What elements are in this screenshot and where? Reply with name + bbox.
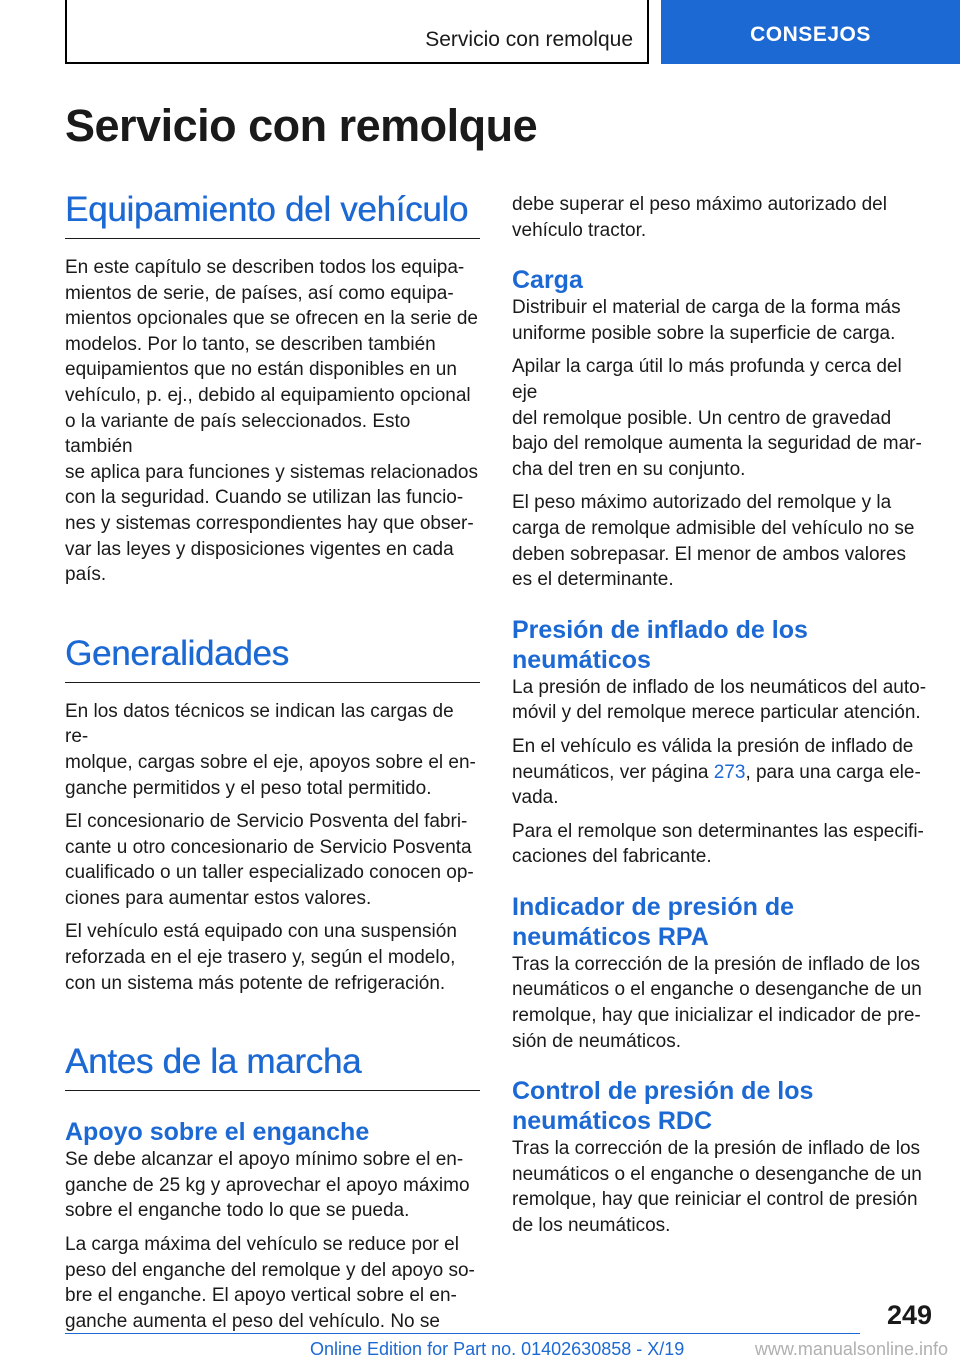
paragraph-rdc: Tras la corrección de la presión de inflado de los neumáticos o el enganche o desenganche de un remolque, hay que reiniciar el control de presión de los neumáticos. <box>512 1138 922 1237</box>
right-column <box>512 192 932 1247</box>
heading-antes-de-la-marcha: Antes de la marcha <box>65 1042 480 1091</box>
paragraph-apoyo-2-continued: debe superar el peso máximo autorizado del vehículo tractor. <box>512 194 887 241</box>
paragraph-presion-3: Para el remolque son determinantes las especifi- caciones del fabricante. <box>512 820 924 868</box>
heading-presion-inflado: Presión de inflado de los neumáticos <box>512 615 808 674</box>
page-273-link[interactable]: 273 <box>713 761 746 783</box>
paragraph-equipamiento: En este capítulo se describen todos los equipa- mientos de serie, de países, así como equipa- mientos opcionales que se ofrecen en la serie de modelos. Por lo tanto, se describen también equipamientos que no están disponibles en un vehículo, p. ej., debido al equipamiento opcional o la variante de país seleccionados. Esto también se aplica para funciones y sistemas relacionados con la seguridad. Cuando se utilizan las funcio- nes y sistemas correspondientes hay que obser- var las leyes y disposiciones vigentes en cada país. <box>65 257 478 586</box>
watermark: www.manualsonline.info <box>754 1339 948 1359</box>
paragraph-generalidades-1: En los datos técnicos se indican las cargas de re- molque, cargas sobre el eje, apoyos sobre el en- ganche permitidos y el peso total permitido. <box>65 700 476 799</box>
paragraph-generalidades-3: El vehículo está equipado con una suspensión reforzada en el eje trasero y, según el modelo, con un sistema más potente de refrigeración. <box>65 921 457 994</box>
paragraph-carga-1: Distribuir el material de carga de la forma más uniforme posible sobre la superficie de carga. <box>512 297 901 344</box>
paragraph-carga-2: Apilar la carga útil lo más profunda y cerca del eje del remolque posible. Un centro de gravedad bajo del remolque aumenta la seguridad de mar- cha del tren en su conjunto. <box>512 356 922 480</box>
paragraph-apoyo-1: Se debe alcanzar el apoyo mínimo sobre el en- ganche de 25 kg y aprovechar el apoyo máximo sobre el enganche todo lo que se pueda. <box>65 1149 470 1222</box>
paragraph-carga-3: El peso máximo autorizado del remolque y la carga de remolque admisible del vehículo no se deben sobrepasar. El menor de ambos valores es el determinante. <box>512 492 915 591</box>
heading-apoyo-enganche: Apoyo sobre el enganche <box>65 1118 370 1147</box>
header-section-box <box>65 0 649 64</box>
header-section-title: Servicio con remolque <box>425 28 633 51</box>
left-column <box>65 190 480 1342</box>
page-title: Servicio con remolque <box>65 100 538 151</box>
heading-equipamiento: Equipamiento del vehículo <box>65 190 480 239</box>
footer-divider <box>65 1333 860 1334</box>
page-number: 249 <box>886 1300 932 1330</box>
paragraph-presion-1: La presión de inflado de los neumáticos del auto- móvil y del remolque merece particular atención. <box>512 676 927 724</box>
header-chapter-tab <box>661 0 960 64</box>
paragraph-generalidades-2: El concesionario de Servicio Posventa del fabri- cante u otro concesionario de Servicio Posventa cualificado o un taller especializado conocen op- ciones para aumentar estos valores. <box>65 811 474 909</box>
header-chapter-label: CONSEJOS <box>750 23 871 46</box>
heading-generalidades: Generalidades <box>65 634 480 683</box>
heading-control-rdc: Control de presión de los neumáticos RDC <box>512 1077 814 1136</box>
paragraph-presion-2: En el vehículo es válida la presión de inflado de neumáticos, ver página 273, para una carga ele- vada. <box>512 735 921 809</box>
heading-indicador-rpa: Indicador de presión de neumáticos RPA <box>512 892 794 951</box>
paragraph-rpa: Tras la corrección de la presión de inflado de los neumáticos o el enganche o desenganche de un remolque, hay que inicializar el indicador de pre- sión de neumáticos. <box>512 953 922 1052</box>
paragraph-apoyo-2: La carga máxima del vehículo se reduce por el peso del enganche del remolque y del apoyo so- bre el enganche. El apoyo vertical sobre el en- ganche aumenta el peso del vehículo. No se <box>65 1234 475 1332</box>
heading-carga: Carga <box>512 266 583 295</box>
footer-edition: Online Edition for Part no. 01402630858 - X/19 <box>310 1339 685 1359</box>
